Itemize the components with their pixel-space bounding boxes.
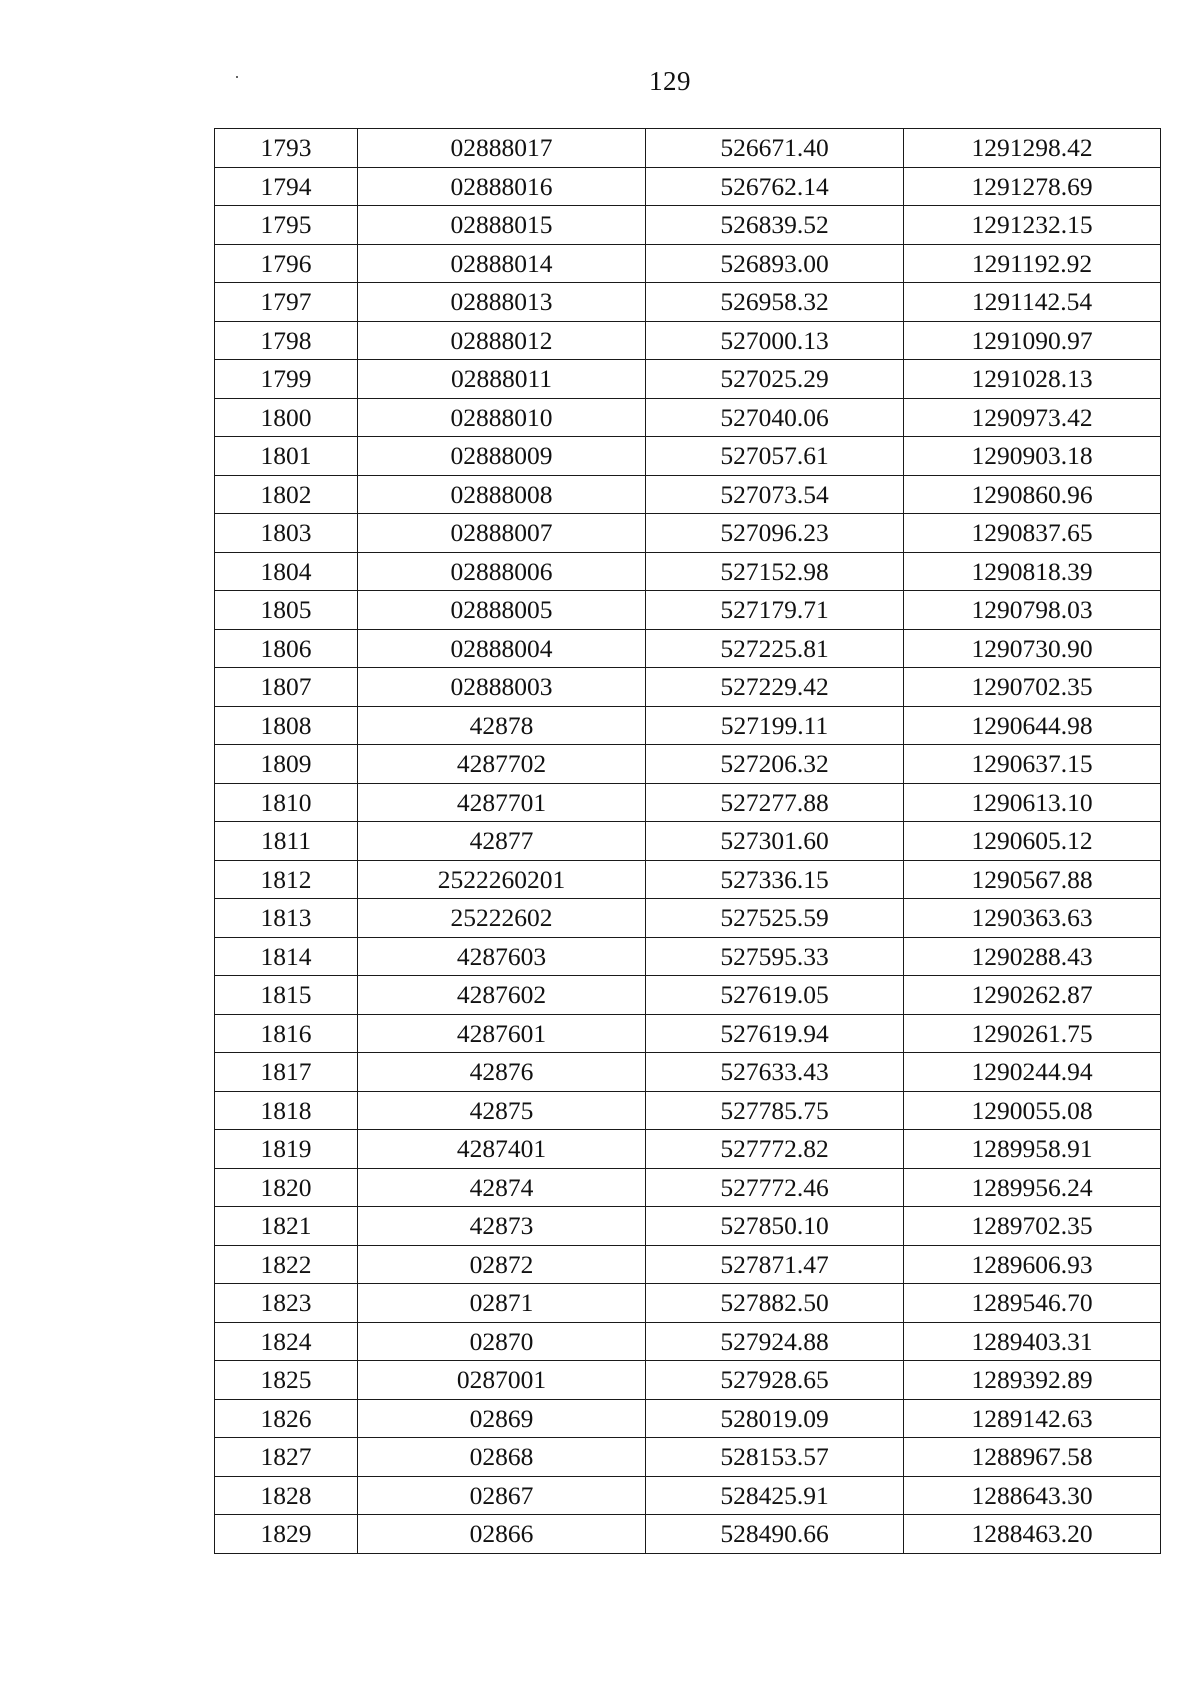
y-coordinate-cell: 1289956.24 [904, 1168, 1161, 1207]
table-row [215, 783, 1161, 822]
table-row [215, 1207, 1161, 1246]
point-number-cell: 1798 [215, 321, 358, 360]
y-coordinate-cell: 1290613.10 [904, 783, 1161, 822]
y-coordinate-cell: 1290244.94 [904, 1053, 1161, 1092]
y-coordinate-cell: 1290262.87 [904, 976, 1161, 1015]
table-row [215, 706, 1161, 745]
y-coordinate-cell: 1290818.39 [904, 552, 1161, 591]
x-coordinate-cell: 527850.10 [646, 1207, 904, 1246]
point-number-cell: 1793 [215, 129, 358, 168]
x-coordinate-cell: 527301.60 [646, 822, 904, 861]
x-coordinate-cell: 527928.65 [646, 1361, 904, 1400]
table-row [215, 745, 1161, 784]
table-row [215, 321, 1161, 360]
x-coordinate-cell: 527595.33 [646, 937, 904, 976]
point-id-cell: 02888014 [358, 244, 646, 283]
point-number-cell: 1818 [215, 1091, 358, 1130]
point-id-cell: 02888011 [358, 360, 646, 399]
point-id-cell: 42873 [358, 1207, 646, 1246]
table-row [215, 629, 1161, 668]
point-number-cell: 1824 [215, 1322, 358, 1361]
point-number-cell: 1797 [215, 283, 358, 322]
x-coordinate-cell: 527096.23 [646, 514, 904, 553]
x-coordinate-cell: 527025.29 [646, 360, 904, 399]
table-row [215, 475, 1161, 514]
x-coordinate-cell: 527040.06 [646, 398, 904, 437]
point-number-cell: 1804 [215, 552, 358, 591]
point-number-cell: 1822 [215, 1245, 358, 1284]
point-id-cell: 42875 [358, 1091, 646, 1130]
y-coordinate-cell: 1289958.91 [904, 1130, 1161, 1169]
point-number-cell: 1795 [215, 206, 358, 245]
x-coordinate-cell: 527619.94 [646, 1014, 904, 1053]
point-id-cell: 2522260201 [358, 860, 646, 899]
x-coordinate-cell: 526958.32 [646, 283, 904, 322]
point-id-cell: 25222602 [358, 899, 646, 938]
y-coordinate-cell: 1288967.58 [904, 1438, 1161, 1477]
point-number-cell: 1810 [215, 783, 358, 822]
x-coordinate-cell: 527871.47 [646, 1245, 904, 1284]
y-coordinate-cell: 1290261.75 [904, 1014, 1161, 1053]
point-id-cell: 02869 [358, 1399, 646, 1438]
x-coordinate-cell: 526671.40 [646, 129, 904, 168]
point-id-cell: 4287702 [358, 745, 646, 784]
y-coordinate-cell: 1288643.30 [904, 1476, 1161, 1515]
table-row [215, 1245, 1161, 1284]
point-number-cell: 1812 [215, 860, 358, 899]
point-number-cell: 1825 [215, 1361, 358, 1400]
point-id-cell: 02888004 [358, 629, 646, 668]
table-row [215, 1014, 1161, 1053]
table-row [215, 1438, 1161, 1477]
point-number-cell: 1802 [215, 475, 358, 514]
table-row [215, 1322, 1161, 1361]
table-row [215, 860, 1161, 899]
y-coordinate-cell: 1290837.65 [904, 514, 1161, 553]
x-coordinate-cell: 527785.75 [646, 1091, 904, 1130]
point-number-cell: 1829 [215, 1515, 358, 1554]
x-coordinate-cell: 527924.88 [646, 1322, 904, 1361]
point-number-cell: 1809 [215, 745, 358, 784]
x-coordinate-cell: 527206.32 [646, 745, 904, 784]
point-id-cell: 02871 [358, 1284, 646, 1323]
y-coordinate-cell: 1291298.42 [904, 129, 1161, 168]
page-number: 129 [649, 66, 691, 96]
x-coordinate-cell: 527229.42 [646, 668, 904, 707]
point-number-cell: 1800 [215, 398, 358, 437]
table-row [215, 1361, 1161, 1400]
x-coordinate-cell: 528153.57 [646, 1438, 904, 1477]
table-row [215, 206, 1161, 245]
table-row [215, 437, 1161, 476]
table-row [215, 668, 1161, 707]
x-coordinate-cell: 528019.09 [646, 1399, 904, 1438]
y-coordinate-cell: 1291232.15 [904, 206, 1161, 245]
x-coordinate-cell: 527772.46 [646, 1168, 904, 1207]
x-coordinate-cell: 526893.00 [646, 244, 904, 283]
point-id-cell: 4287603 [358, 937, 646, 976]
y-coordinate-cell: 1290644.98 [904, 706, 1161, 745]
y-coordinate-cell: 1290903.18 [904, 437, 1161, 476]
point-number-cell: 1811 [215, 822, 358, 861]
x-coordinate-cell: 526762.14 [646, 167, 904, 206]
x-coordinate-cell: 527179.71 [646, 591, 904, 630]
x-coordinate-cell: 527525.59 [646, 899, 904, 938]
table-row [215, 822, 1161, 861]
point-id-cell: 02888009 [358, 437, 646, 476]
point-id-cell: 4287701 [358, 783, 646, 822]
x-coordinate-cell: 528490.66 [646, 1515, 904, 1554]
point-number-cell: 1801 [215, 437, 358, 476]
table-row [215, 1399, 1161, 1438]
point-number-cell: 1821 [215, 1207, 358, 1246]
y-coordinate-cell: 1289702.35 [904, 1207, 1161, 1246]
y-coordinate-cell: 1289403.31 [904, 1322, 1161, 1361]
point-number-cell: 1819 [215, 1130, 358, 1169]
y-coordinate-cell: 1290288.43 [904, 937, 1161, 976]
point-id-cell: 02888012 [358, 321, 646, 360]
table-row [215, 514, 1161, 553]
point-id-cell: 02870 [358, 1322, 646, 1361]
table-row [215, 1515, 1161, 1554]
table-row [215, 552, 1161, 591]
x-coordinate-cell: 527057.61 [646, 437, 904, 476]
point-id-cell: 02888003 [358, 668, 646, 707]
table-row [215, 976, 1161, 1015]
y-coordinate-cell: 1290730.90 [904, 629, 1161, 668]
y-coordinate-cell: 1290637.15 [904, 745, 1161, 784]
y-coordinate-cell: 1290567.88 [904, 860, 1161, 899]
point-number-cell: 1823 [215, 1284, 358, 1323]
y-coordinate-cell: 1291278.69 [904, 167, 1161, 206]
table-row [215, 1476, 1161, 1515]
table-row [215, 244, 1161, 283]
y-coordinate-cell: 1289546.70 [904, 1284, 1161, 1323]
point-id-cell: 02888010 [358, 398, 646, 437]
point-number-cell: 1828 [215, 1476, 358, 1515]
point-id-cell: 42878 [358, 706, 646, 745]
x-coordinate-cell: 527277.88 [646, 783, 904, 822]
x-coordinate-cell: 527073.54 [646, 475, 904, 514]
point-number-cell: 1806 [215, 629, 358, 668]
y-coordinate-cell: 1291192.92 [904, 244, 1161, 283]
y-coordinate-cell: 1289606.93 [904, 1245, 1161, 1284]
point-id-cell: 02867 [358, 1476, 646, 1515]
y-coordinate-cell: 1289142.63 [904, 1399, 1161, 1438]
x-coordinate-cell: 528425.91 [646, 1476, 904, 1515]
coordinates-table-body [215, 129, 1161, 1554]
y-coordinate-cell: 1290860.96 [904, 475, 1161, 514]
y-coordinate-cell: 1290363.63 [904, 899, 1161, 938]
table-row [215, 591, 1161, 630]
table-row [215, 1053, 1161, 1092]
point-id-cell: 02888008 [358, 475, 646, 514]
x-coordinate-cell: 527336.15 [646, 860, 904, 899]
table-row [215, 398, 1161, 437]
point-number-cell: 1813 [215, 899, 358, 938]
x-coordinate-cell: 527619.05 [646, 976, 904, 1015]
point-id-cell: 4287401 [358, 1130, 646, 1169]
coordinates-table [214, 128, 1161, 1554]
point-id-cell: 4287601 [358, 1014, 646, 1053]
y-coordinate-cell: 1291142.54 [904, 283, 1161, 322]
point-id-cell: 02866 [358, 1515, 646, 1554]
point-number-cell: 1807 [215, 668, 358, 707]
point-number-cell: 1820 [215, 1168, 358, 1207]
point-number-cell: 1799 [215, 360, 358, 399]
point-id-cell: 4287602 [358, 976, 646, 1015]
table-row [215, 1130, 1161, 1169]
point-id-cell: 42877 [358, 822, 646, 861]
table-row [215, 1284, 1161, 1323]
x-coordinate-cell: 527225.81 [646, 629, 904, 668]
point-number-cell: 1796 [215, 244, 358, 283]
x-coordinate-cell: 527882.50 [646, 1284, 904, 1323]
table-row [215, 937, 1161, 976]
table-row [215, 360, 1161, 399]
y-coordinate-cell: 1290605.12 [904, 822, 1161, 861]
point-id-cell: 02872 [358, 1245, 646, 1284]
point-number-cell: 1803 [215, 514, 358, 553]
table-row [215, 283, 1161, 322]
x-coordinate-cell: 527152.98 [646, 552, 904, 591]
point-number-cell: 1808 [215, 706, 358, 745]
table-row [215, 1091, 1161, 1130]
point-id-cell: 02888017 [358, 129, 646, 168]
point-number-cell: 1794 [215, 167, 358, 206]
point-number-cell: 1814 [215, 937, 358, 976]
point-id-cell: 02888007 [358, 514, 646, 553]
y-coordinate-cell: 1288463.20 [904, 1515, 1161, 1554]
table-row [215, 167, 1161, 206]
point-id-cell: 02888015 [358, 206, 646, 245]
point-id-cell: 02888016 [358, 167, 646, 206]
table-row [215, 129, 1161, 168]
point-id-cell: 02888005 [358, 591, 646, 630]
point-id-cell: 02888013 [358, 283, 646, 322]
table-row [215, 1168, 1161, 1207]
y-coordinate-cell: 1290702.35 [904, 668, 1161, 707]
point-id-cell: 02888006 [358, 552, 646, 591]
point-number-cell: 1815 [215, 976, 358, 1015]
y-coordinate-cell: 1291090.97 [904, 321, 1161, 360]
point-id-cell: 42876 [358, 1053, 646, 1092]
x-coordinate-cell: 527772.82 [646, 1130, 904, 1169]
point-id-cell: 42874 [358, 1168, 646, 1207]
y-coordinate-cell: 1290798.03 [904, 591, 1161, 630]
point-number-cell: 1816 [215, 1014, 358, 1053]
point-number-cell: 1805 [215, 591, 358, 630]
x-coordinate-cell: 526839.52 [646, 206, 904, 245]
y-coordinate-cell: 1291028.13 [904, 360, 1161, 399]
y-coordinate-cell: 1290055.08 [904, 1091, 1161, 1130]
y-coordinate-cell: 1289392.89 [904, 1361, 1161, 1400]
x-coordinate-cell: 527000.13 [646, 321, 904, 360]
point-id-cell: 02868 [358, 1438, 646, 1477]
x-coordinate-cell: 527633.43 [646, 1053, 904, 1092]
y-coordinate-cell: 1290973.42 [904, 398, 1161, 437]
point-number-cell: 1827 [215, 1438, 358, 1477]
x-coordinate-cell: 527199.11 [646, 706, 904, 745]
point-id-cell: 0287001 [358, 1361, 646, 1400]
point-number-cell: 1826 [215, 1399, 358, 1438]
table-row [215, 899, 1161, 938]
point-number-cell: 1817 [215, 1053, 358, 1092]
